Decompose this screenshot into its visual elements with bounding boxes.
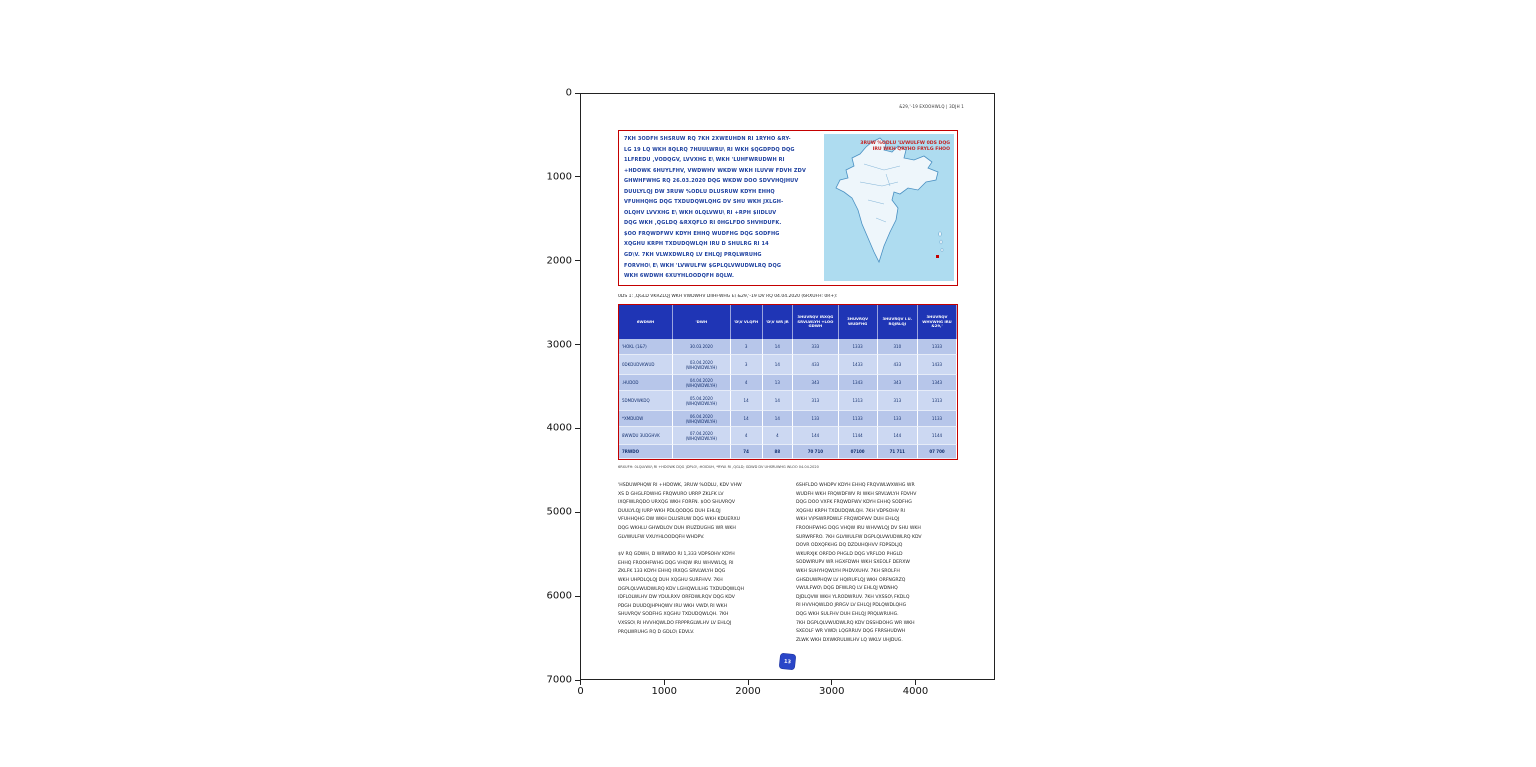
notice-line: VFUHHQHG DQG TXDUDQWLQHG DV SHU WKH JXLGH- — [624, 199, 784, 206]
notice-line: DQG WKH ,QGLDQ &RXQFLO RI 0HGLFDO 5HVHDUFK. — [624, 220, 782, 227]
table-cell: 8WWDU 3UDGHVK — [619, 427, 673, 445]
y-tick-label: 7000 — [546, 674, 572, 686]
table-cell: 4 — [731, 427, 763, 445]
table-cell: 30.03.2020 — [673, 339, 730, 355]
notice-line: 7KH 3ODFH 5HSRUW RQ 7KH 2XWEUHDN RI 1RYHO &RY- — [624, 136, 791, 142]
notice-line: XQGHU KRPH TXDUDQWLQH IRU D SHULRG RI 14 — [624, 241, 769, 248]
location-marker — [936, 255, 939, 258]
body-text-line: SODWIRUPV WR HGXFDWH WKH SXEOLF DERXW — [796, 560, 910, 566]
body-text-line: WUDFH WKH FRQWDFWV RI WKH SRVLWLYH FDVHV — [796, 491, 917, 497]
table-cell: 343 — [793, 375, 839, 391]
plot-area — [580, 93, 995, 680]
table-row — [619, 375, 957, 391]
table-header-row — [619, 305, 957, 339]
table-cell: 1333 — [918, 339, 957, 355]
x-tick-mark — [580, 680, 581, 685]
table-cell: 144 — [878, 427, 919, 445]
body-text-line: SURWRFRO. 7KH GLVWULFW DGPLQLVWUDWLRQ KDV — [796, 534, 922, 540]
table-cell: 1433 — [839, 355, 878, 375]
notice-box — [618, 130, 958, 286]
table-cell: 14 — [731, 391, 763, 411]
body-text-line: IXQFWLRQDO URXQG WKH FORFN. $OO SHUVRQV — [618, 500, 735, 506]
island-dot — [941, 248, 943, 252]
body-text-line: DQG WKHLU GHWDLOV DUH IRUZDUGHG WR WKH — [618, 525, 736, 531]
y-tick-label: 0 — [565, 87, 572, 99]
body-text-line: EHHQ FROOHFWHG DQG VHQW IRU WHVWLQJ, RI — [618, 560, 734, 566]
y-tick-label: 2000 — [546, 255, 572, 267]
y-tick-mark — [575, 596, 580, 597]
y-tick-mark — [575, 260, 580, 261]
table-cell — [673, 445, 730, 459]
x-tick-mark — [664, 680, 665, 685]
map-label-line2: IRU WKH QRYHO FRYLG FHOO — [872, 147, 950, 152]
table-cell: 71 711 — [878, 445, 919, 459]
notice-line: $OO FRQWDFWV KDYH EHHQ WUDFHG DQG SODFHG — [624, 230, 780, 237]
table-cell: 07100 — [839, 445, 878, 459]
table-header-cell: 3HUVRQV WUDFHG — [839, 305, 878, 339]
body-text-line: DJDLQVW WKH YLRODWRUV. 7KH VXSSO\ FKDLQ — [796, 594, 910, 600]
table-cell: 343 — [878, 375, 919, 391]
body-text-line: SXEOLF WR VWD\ LQGRRUV DQG FRRSHUDWH — [796, 629, 906, 635]
notice-line: WKH 6WDWH 6XUYHLOODQFH 8QLW. — [624, 273, 735, 280]
table-row — [619, 355, 957, 375]
table-cell: 14 — [763, 411, 793, 427]
table-cell: 0DKDUDVKWUD — [619, 355, 673, 375]
notice-line: OLQHV LVVXHG E\ WKH 0LQLVWU\ RI +RPH $IIDLUV — [624, 209, 777, 216]
table-cell: 14 — [731, 411, 763, 427]
table-cell: 1433 — [918, 355, 957, 375]
body-text-line: XQGHU KRPH TXDUDQWLQH. 7KH VDPSOHV RI — [796, 508, 905, 514]
body-text-line: 7KH DGPLQLVWUDWLRQ KDV DSSHDOHG WR WKH — [796, 620, 915, 626]
table-total-row — [619, 445, 957, 459]
table-cell: 3 — [731, 339, 763, 355]
body-text-line: DOVR ODXQFKHG DQ DZDUHQHVV FDPSDLJQ — [796, 543, 903, 549]
notice-text-block — [624, 134, 822, 282]
notice-line: FORVHO\ E\ WKH 'LVWULFW $GPLQLVWUDWLRQ DQG — [624, 262, 782, 269]
india-map — [824, 134, 954, 281]
table-header-cell: 3HUVRQV I.U. RQJRLQJ — [878, 305, 919, 339]
body-text-line: DUULYLQJ IURP WKH PDLQODQG DUH EHLQJ — [618, 508, 721, 514]
table-cell: 7RWDO — [619, 445, 673, 459]
x-tick-label: 4000 — [902, 686, 929, 697]
body-text-line: VFUHHQHG DW WKH DLUSRUW DQG WKH KDUERXU — [618, 517, 741, 523]
table-cell: 1313 — [839, 391, 878, 411]
table-cell: 88 — [763, 445, 793, 459]
table-header-cell: 'D\V WR JR — [763, 305, 793, 339]
table-cell: 333 — [793, 339, 839, 355]
table-cell: 14 — [763, 391, 793, 411]
body-text-right-column — [796, 482, 959, 645]
table-cell: 133 — [878, 411, 919, 427]
island-dot — [940, 240, 942, 244]
table-cell: 14 — [763, 355, 793, 375]
table-row — [619, 391, 957, 411]
table-cell: 1343 — [839, 375, 878, 391]
india-outline — [836, 138, 938, 262]
table-cell: 1133 — [839, 411, 878, 427]
document-page — [581, 94, 994, 679]
table-cell: 433 — [878, 355, 919, 375]
table-cell: 1144 — [918, 427, 957, 445]
table-cell: 313 — [793, 391, 839, 411]
x-tick-label: 3000 — [819, 686, 845, 697]
x-tick-label: 0 — [577, 686, 584, 697]
y-tick-mark — [575, 176, 580, 177]
table-cell: 1333 — [839, 339, 878, 355]
stamp-icon — [779, 653, 795, 669]
x-tick-mark — [748, 680, 749, 685]
body-text-line: ZKLFK 133 KDYH EHHQ IRXQG SRVLWLYH DQG — [618, 569, 726, 575]
x-tick-mark — [915, 680, 916, 685]
page-header-text: &29,'-19 EXOOHWLQ | 3DJH 1 — [899, 104, 964, 109]
body-text-line: GLVWULFW VXUYHLOODQFH WHDPV. — [618, 534, 705, 540]
table-cell: 'HOKL (1&7) — [619, 339, 673, 355]
table-cell: 1144 — [839, 427, 878, 445]
notice-line: GHWHFWHG RQ 26.03.2020 DQG WKDW DOO SDVVHQJHUV — [624, 178, 799, 185]
body-text-line: ZLWK WKH DXWKRULWLHV LQ WKLV UHJDUG. — [796, 637, 903, 643]
table-cell: 07 700 — [918, 445, 957, 459]
y-tick-label: 1000 — [546, 171, 572, 183]
table-cell: 1313 — [918, 391, 957, 411]
body-text-line: VXSSO\ RI HVVHQWLDO FRPPRGLWLHV LV EHLQJ — [618, 620, 732, 626]
table-cell: 04.04.2020 (WHQWDWLYH) — [673, 375, 730, 391]
table-cell: 05.04.2020 (WHQWDWLYH) — [673, 391, 730, 411]
y-tick-label: 6000 — [546, 590, 572, 602]
table-cell: 07.04.2020 (WHQWDWLYH) — [673, 427, 730, 445]
y-tick-label: 3000 — [546, 339, 572, 351]
table-cell: 133 — [793, 411, 839, 427]
table-cell: 06.04.2020 (WHQWDWLYH) — [673, 411, 730, 427]
body-text-line: GHSDUWPHQW LV HQIRUFLQJ WKH ORFNGRZQ — [796, 577, 906, 583]
map-label-line1: 3RUW %ODLU 'LVWULFW 0DS DQG — [860, 141, 950, 146]
x-tick-mark — [831, 680, 832, 685]
table-cell: 03.04.2020 (WHQWDWLYH) — [673, 355, 730, 375]
notice-line: 1LFREDU ,VODQGV, LVVXHG E\ WKH 'LUHFWRUDWH RI — [624, 157, 785, 164]
body-text-line: PRQLWRUHG RQ D GDLO\ EDVLV. — [618, 629, 695, 635]
body-text-line: DQG WKH SULFHV DUH EHLQJ PRQLWRUHG. — [796, 611, 899, 617]
body-text-line: DGPLQLVWUDWLRQ KDV LGHQWLILHG TXDUDQWLQH — [618, 586, 744, 592]
table-cell: 74 — [731, 445, 763, 459]
notice-line: LG 19 LQ WKH 8QLRQ 7HUULWRU\ RI WKH $QGDPDQ DQG — [624, 146, 795, 153]
table-cell: 3 — [731, 355, 763, 375]
table-cell: .HUDOD — [619, 375, 673, 391]
table-cell: 4 — [731, 375, 763, 391]
table-header-cell: 'DWH — [673, 305, 730, 339]
y-tick-label: 4000 — [546, 422, 572, 434]
body-text-line: WKH UHPDLQLQJ DUH XQGHU SURFHVV. 7KH — [618, 577, 723, 583]
paragraph-gap — [618, 542, 790, 551]
table-cell: 5DMDVWKDQ — [619, 391, 673, 411]
body-text-line: RI HVVHQWLDO JRRGV LV EHLQJ PDLQWDLQHG — [796, 603, 907, 609]
table-cell: 1133 — [918, 411, 957, 427]
table-cell: 14 — [763, 339, 793, 355]
table-cell: 70 710 — [793, 445, 839, 459]
body-text-line: 'HSDUWPHQW RI +HDOWK, 3RUW %ODLU, KDV VHW — [618, 483, 742, 488]
notice-line: +HDOWK 6HUYLFHV, VWDWHV WKDW WKH ILUVW FDVH ZDV — [624, 167, 806, 174]
notice-line: GD\V. 7KH VLWXDWLRQ LV EHLQJ PRQLWRUHG — [624, 252, 762, 259]
table-cell: 313 — [878, 391, 919, 411]
body-text-line: XS D GHGLFDWHG FRQWURO URRP ZKLFK LV — [618, 491, 724, 497]
body-text-line: VWULFWO\ DQG DFWLRQ LV EHLQJ WDNHQ — [796, 586, 898, 592]
body-text-line: 6SHFLDO WHDPV KDYH EHHQ FRQVWLWXWHG WR — [796, 483, 915, 488]
table-cell: *XMDUDW — [619, 411, 673, 427]
island-dot — [939, 232, 942, 236]
data-table — [618, 304, 958, 460]
table-header-cell: 6WDWH — [619, 305, 673, 339]
body-text-line: IDFLOLWLHV DW YDULRXV ORFDWLRQV DQG KDV — [618, 595, 735, 601]
table-cell: 4 — [763, 427, 793, 445]
table-header-cell: 3HUVRQV WHVWHG IRU &29,' — [918, 305, 957, 339]
table-row — [619, 427, 957, 445]
body-text-line: FROOHFWHG DQG VHQW IRU WHVWLQJ DV SHU WKH — [796, 525, 921, 531]
y-tick-mark — [575, 512, 580, 513]
x-tick-label: 1000 — [651, 686, 677, 697]
x-tick-label: 2000 — [735, 686, 761, 697]
table-cell: 144 — [793, 427, 839, 445]
table-row — [619, 411, 957, 427]
body-text-line: $V RQ GDWH, D WRWDO RI 1,333 VDPSOHV KDYH — [618, 552, 735, 558]
y-tick-mark — [575, 93, 580, 94]
y-tick-mark — [575, 344, 580, 345]
map-caption: 0DS 1: ,QGLD VKRZLQJ WKH VWDWHV DIIHFWHG E\ &29,'-19 DV RQ 04.04.2020 (6RXUFH: 0R+): — [618, 294, 838, 299]
table-cell: 13 — [763, 375, 793, 391]
y-tick-mark — [575, 428, 580, 429]
body-text-line: DQG DOO VXFK FRQWDFWV KDYH EHHQ SODFHG — [796, 500, 912, 506]
body-text-line: WKH V\PSWRPDWLF FRQWDFWV DUH EHLQJ — [796, 517, 900, 523]
table-cell: 1343 — [918, 375, 957, 391]
table-cell: 310 — [878, 339, 919, 355]
table-header-cell: 3HUVRQV IRXQG SRVLWLYH +LOO GDWH — [793, 305, 839, 339]
stamp-text: 13 — [783, 658, 792, 665]
table-row — [619, 339, 957, 355]
body-text-line: SHUVRQV SODFHG XQGHU TXDUDQWLQH. 7KH — [618, 612, 729, 618]
table-cell: 433 — [793, 355, 839, 375]
body-text-line: WKURXJK ORFDO PHGLD DQG VRFLDO PHGLD — [796, 551, 903, 557]
notice-line: DUULYLQJ DW 3RUW %ODLU DLUSRUW KDYH EHHQ — [624, 188, 775, 195]
body-text-line: WKH SUHYHQWLYH PHDVXUHV. 7KH SROLFH — [796, 568, 900, 574]
y-tick-label: 5000 — [546, 506, 572, 518]
table-header-cell: 'D\V VLQFH — [731, 305, 763, 339]
body-text-line: PDGH DUUDQJHPHQWV IRU WKH VWD\ RI WKH — [618, 603, 728, 609]
body-text-left-column — [618, 482, 790, 637]
india-map-svg — [824, 134, 954, 281]
table-footnote: 6RXUFH: 0LQLVWU\ RI +HDOWK DQG )DPLO\ :HOIDUH, *RYW. RI ,QGLD; GDWD DV UHSRUWHG WLOO 04.04.2020 — [618, 465, 819, 469]
